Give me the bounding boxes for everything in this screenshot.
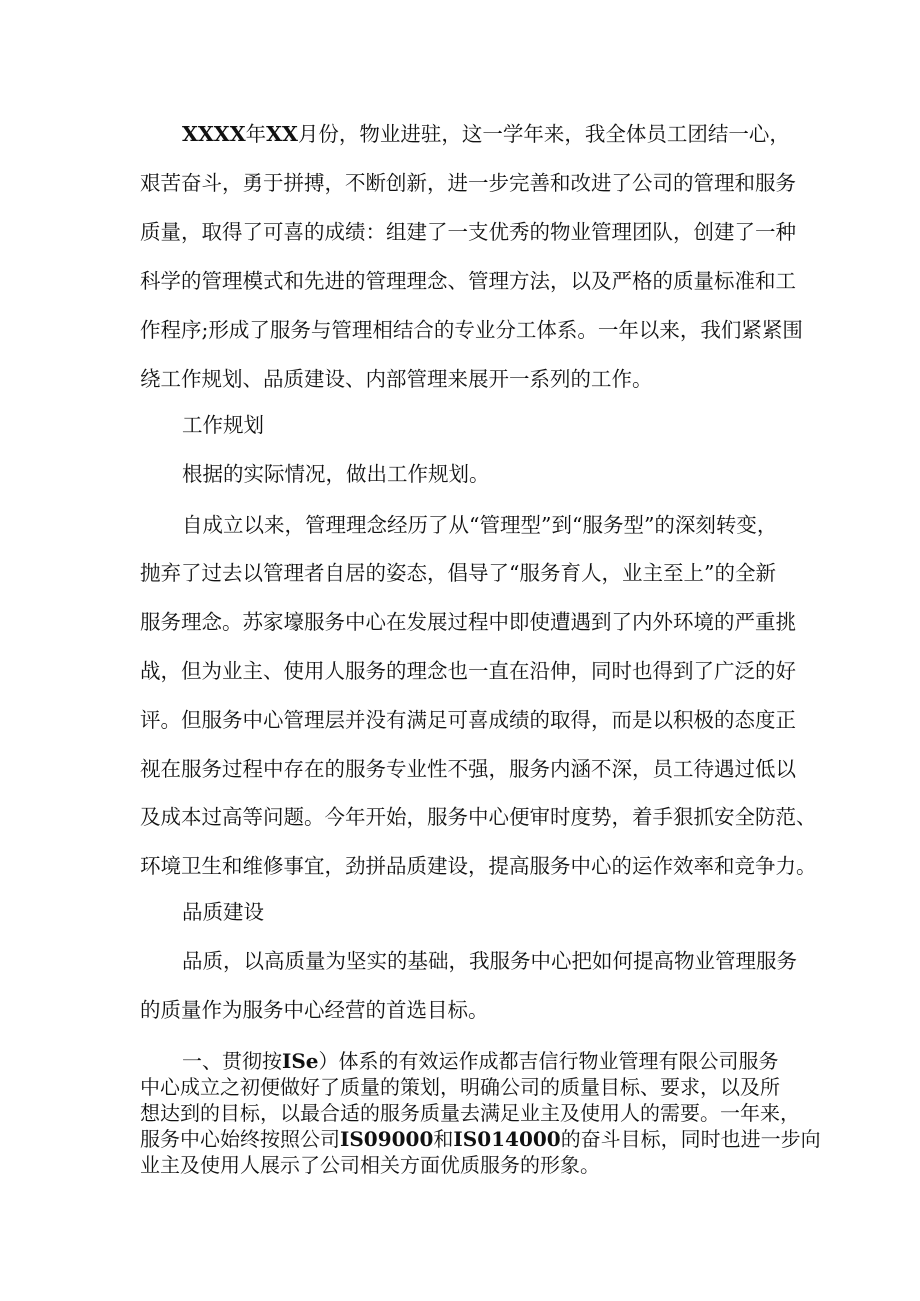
paragraph-intro-line-3: 质量，取得了可喜的成绩：组建了一支优秀的物业管理团队，创建了一种 bbox=[140, 220, 796, 244]
paragraph-concept-line-7: 及成本过高等问题。今年开始，服务中心便审时度势，着手狠抓安全防范、 bbox=[140, 805, 817, 829]
paragraph-quality-line-2: 的质量作为服务中心经营的首选目标。 bbox=[140, 998, 489, 1022]
paragraph-intro-line-1: XXXX年XX月份，物业进驻，这一学年来，我全体员工团结一心， bbox=[182, 122, 790, 146]
bold-iso-9000: IS09000 bbox=[340, 1127, 434, 1151]
bold-year-code: XXXX bbox=[182, 122, 246, 146]
paragraph-concept-line-8: 环境卫生和维修事宜，劲拼品质建设，提高服务中心的运作效率和竞争力。 bbox=[140, 854, 817, 878]
paragraph-iso-line-4: 服务中心始终按照公司IS09000和IS014000的奋斗目标，同时也进一步向 bbox=[140, 1127, 821, 1151]
bold-iso-short: ISe bbox=[282, 1049, 319, 1073]
paragraph-concept-line-4: 战，但为业主、使用人服务的理念也一直在沿伸，同时也得到了广泛的好 bbox=[140, 659, 796, 683]
paragraph-concept-line-2: 抛弃了过去以管理者自居的姿态，倡导了“服务育人，业主至上”的全新 bbox=[140, 561, 776, 585]
paragraph-intro-line-5: 作程序;形成了服务与管理相结合的专业分工体系。一年以来，我们紧紧围 bbox=[140, 318, 803, 342]
paragraph-quality-line-1: 品质，以高质量为坚实的基础，我服务中心把如何提高物业管理服务 bbox=[182, 949, 797, 973]
paragraph-concept-line-5: 评。但服务中心管理层并没有满足可喜成绩的取得，而是以积极的态度正 bbox=[140, 708, 796, 732]
bold-iso-14000: IS014000 bbox=[453, 1127, 561, 1151]
paragraph-concept-line-1: 自成立以来，管理理念经历了从“管理型”到“服务型”的深刻转变， bbox=[182, 513, 778, 537]
paragraph-planning-line: 根据的实际情况，做出工作规划。 bbox=[182, 462, 490, 486]
paragraph-iso-line-1: 一、贯彻按ISe）体系的有效运作成都吉信行物业管理有限公司服务 bbox=[182, 1049, 779, 1073]
paragraph-intro-line-4: 科学的管理模式和先进的管理理念、管理方法，以及严格的质量标准和工 bbox=[140, 269, 796, 293]
paragraph-iso-line-2: 中心成立之初便做好了质量的策划，明确公司的质量目标、要求，以及所 bbox=[140, 1075, 780, 1099]
paragraph-iso-line-3: 想达到的目标，以最合适的服务质量去满足业主及使用人的需要。一年来， bbox=[140, 1101, 800, 1125]
paragraph-concept-line-6: 视在服务过程中存在的服务专业性不强，服务内涵不深，员工待遇过低以 bbox=[140, 757, 796, 781]
heading-quality-building: 品质建设 bbox=[182, 900, 264, 924]
paragraph-iso-line-5: 业主及使用人展示了公司相关方面优质服务的形象。 bbox=[140, 1153, 600, 1177]
heading-work-planning: 工作规划 bbox=[182, 413, 264, 437]
paragraph-intro-line-2: 艰苦奋斗，勇于拼搏，不断创新，进一步完善和改进了公司的管理和服务 bbox=[140, 171, 796, 195]
paragraph-intro-line-6: 绕工作规划、品质建设、内部管理来展开一系列的工作。 bbox=[140, 367, 653, 391]
bold-month-code: XX bbox=[266, 122, 298, 146]
paragraph-concept-line-3: 服务理念。苏家壕服务中心在发展过程中即使遭遇到了内外环境的严重挑 bbox=[140, 610, 796, 634]
